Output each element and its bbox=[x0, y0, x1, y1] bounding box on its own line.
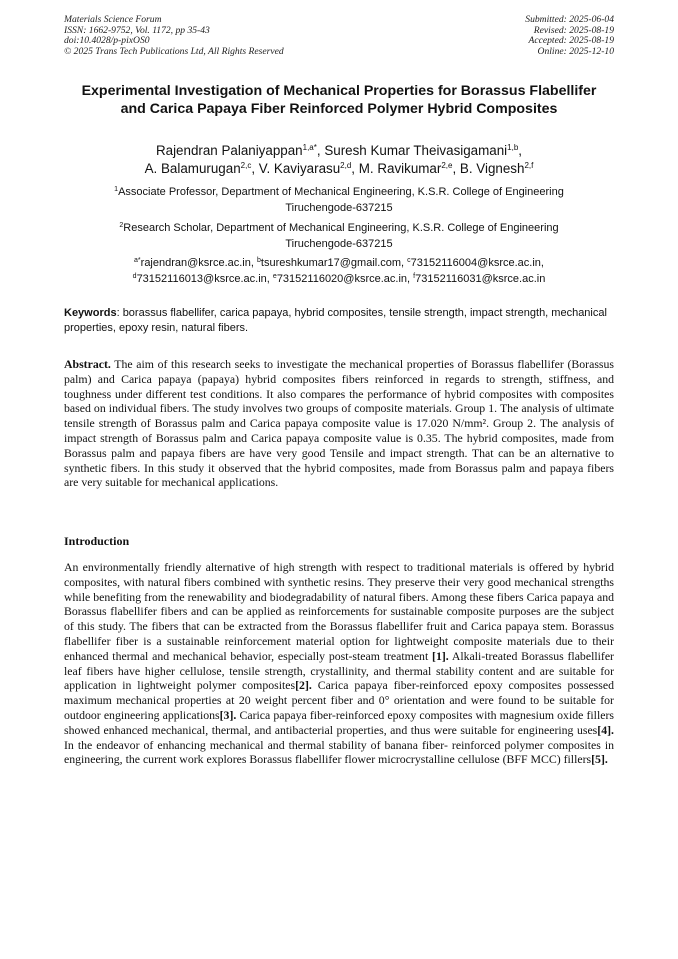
email: $^f$73152116031@ksrce.ac.in bbox=[413, 272, 546, 285]
introduction-text: An environmentally friendly alternative of high strength with respect to traditional materials is offered by hybrid composites, with natural fibers combined with synthetic resins. They preserve their very good mechanical strengths while benefiting from the renewability and biodegradability of natural fibers. Among these fibers Carica papaya and Borassus flabellifer fibers and can be applied as reinforcements for sustainable composite purposes are the subject of this study. The fibers that can be extracted from the Borassus flabellifer fruit and Carica papaya stem. Borassus flabellifer fiber is a sustainable reinforcement material option for lightweight composite materials due to their enhanced thermal and mechanical behavior, especially post-steam treatment [1]. Alkali-treated Borassus flabellifer leaf fibers have higher cellulose, tensile strength, crystallinity, and thermal stability content and are suitable for application in lightweight polymer composites[2]. Carica papaya fiber-reinforced epoxy composites possessed maximum mechanical properties at 20 weight percent fiber and 0° orientation and were found to be suitable for outdoor engineering applications[3]. Carica papaya fiber-reinforced epoxy composites with magnesium oxide fillers showed enhanced mechanical, thermal, and antibacterial properties, and thus were suitable for engineering uses[4]. In the endeavor of enhancing mechanical and thermal stability of banana fiber- reinforced polymer composites in engineering, the current work explores Borassus flabellifer flower microcrystalline cellulose (BFF MCC) fillers[5]. bbox=[64, 560, 615, 767]
affiliation-1: $^1$Associate Professor, Department of Mechanical Engineering, K.S.R. College of Engineering Tiruchengode-637215 bbox=[114, 186, 564, 214]
author-emails bbox=[64, 256, 614, 287]
journal-copyright: © 2025 Trans Tech Publications Ltd, All Rights Reserved bbox=[64, 45, 284, 57]
journal-header-left bbox=[64, 15, 284, 57]
date-submitted: Submitted: 2025-06-04 bbox=[525, 14, 614, 25]
email: $^e$73152116020@ksrce.ac.in, bbox=[272, 272, 414, 285]
keywords bbox=[64, 306, 614, 336]
journal-name: Materials Science Forum bbox=[64, 14, 162, 25]
affiliation-2: $^2$Research Scholar, Department of Mechanical Engineering, K.S.R. College of Engineering Tiruchengode-637215 bbox=[119, 222, 559, 250]
date-revised: Revised: 2025-08-19 bbox=[533, 24, 614, 36]
author: Suresh Kumar Theivasigamani$^{1,b}$, bbox=[324, 143, 523, 158]
author: Rajendran Palaniyappan$^{1,a*}$, bbox=[155, 143, 325, 158]
journal-header-right bbox=[525, 15, 614, 57]
citation[interactable]: [4]. bbox=[597, 722, 614, 737]
email: $^d$73152116013@ksrce.ac.in, bbox=[132, 272, 273, 285]
author: M. Ravikumar$^{2,e}$, bbox=[358, 161, 460, 176]
date-accepted: Accepted: 2025-08-19 bbox=[528, 35, 614, 47]
journal-issn: ISSN: 1662-9752, Vol. 1172, pp 35-43 bbox=[64, 24, 210, 36]
abstract-text: The aim of this research seeks to investigate the mechanical properties of Borassus flabellifer (Borassus palm) and Carica papaya (papaya) hybrid composites fibers reinforced in regards to strength, stiffness, and toughness under different test conditions. It also compares the performance of hybrid composites with composites based on individual fibers. The study involves two groups of composite materials. Group 1. The analysis of ultimate tensile strength of Borassus palm and Carica papaya composite value is 17.020 N/mm². Group 2. The analysis of impact strength of Borassus palm and Carica papaya composite value is 0.35. The hybrid composites, made from Borassus palm and papaya fibers are have very good Tensile and impact strength. That can be an alternative to synthetic fibers. In this study it observed that the hybrid composites, made from Borassus palm and papaya fibers are very suitable for mechanical applications. bbox=[64, 357, 614, 490]
author: B. Vignesh$^{2,f}$ bbox=[459, 161, 534, 176]
abstract-label: Abstract. bbox=[64, 357, 111, 371]
abstract bbox=[64, 357, 614, 490]
author-list bbox=[64, 142, 614, 178]
citation[interactable]: [3]. bbox=[219, 707, 237, 722]
email: $^b$tsureshkumar17@gmail.com, bbox=[256, 257, 408, 269]
section-heading-introduction: Introduction bbox=[64, 534, 130, 548]
citation[interactable]: [2]. bbox=[295, 678, 312, 693]
citation[interactable]: [1]. bbox=[432, 648, 449, 663]
citation[interactable]: [5]. bbox=[591, 752, 608, 767]
paper-title: Experimental Investigation of Mechanical Properties for Borassus Flabellifer and Carica Papaya Fiber Reinforced Polymer Hybrid Composites bbox=[81, 83, 597, 117]
email: $^{a*}$rajendran@ksrce.ac.in, bbox=[134, 257, 257, 269]
keywords-label: Keywords bbox=[64, 307, 117, 319]
journal-doi: doi:10.4028/p-pixOS0 bbox=[64, 35, 150, 47]
date-online: Online: 2025-12-10 bbox=[537, 45, 614, 57]
keywords-text: : borassus flabellifer, carica papaya, hybrid composites, tensile strength, impact strength, mechanical properties, epoxy resin, natural fibers. bbox=[64, 307, 607, 334]
email: $^c$73152116004@ksrce.ac.in, bbox=[407, 257, 544, 269]
author: A. Balamurugan$^{2,c}$, bbox=[144, 161, 259, 176]
author: V. Kaviyarasu$^{2,d}$, bbox=[258, 161, 359, 176]
